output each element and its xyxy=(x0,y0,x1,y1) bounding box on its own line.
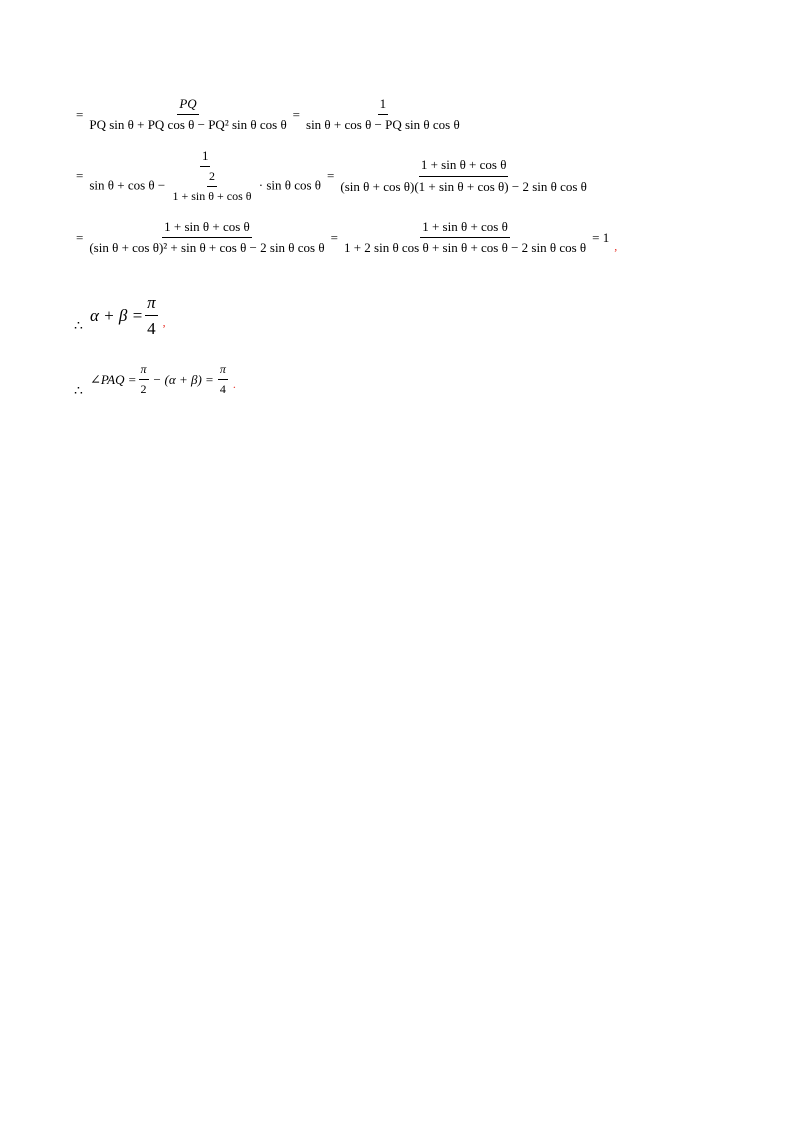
denominator xyxy=(87,167,323,204)
numerator: 1 + sin θ + cos θ xyxy=(162,219,252,238)
numerator: 1 xyxy=(378,96,389,115)
equals-sign: = xyxy=(330,229,338,245)
angle-paq-lhs: ∠PAQ = xyxy=(90,371,137,387)
denominator: (sin θ + cos θ)² + sin θ + cos θ − 2 sin θ cos θ xyxy=(89,240,325,256)
equals-sign: = xyxy=(76,168,84,184)
denominator-right-part: · sin θ cos θ xyxy=(258,177,322,193)
equals-sign: = xyxy=(292,106,301,122)
fraction-pq-over-expression xyxy=(87,96,288,134)
pi-over-two-fraction xyxy=(139,362,149,397)
fraction-squared-form xyxy=(87,219,326,257)
pi-over-four-fraction xyxy=(218,362,228,397)
equals-sign: = xyxy=(327,168,335,184)
denominator: 2 xyxy=(140,382,147,396)
denominator: 4 xyxy=(147,319,156,339)
conclusion-alpha-beta xyxy=(90,292,166,340)
numerator: 1 + sin θ + cos θ xyxy=(420,219,510,238)
denominator: 1 + 2 sin θ cos θ + sin θ + cos θ − 2 sin θ cos θ xyxy=(343,240,587,256)
numerator: π xyxy=(145,292,158,316)
inner-fraction xyxy=(170,169,253,204)
equation-line-1 xyxy=(74,96,464,134)
inner-numerator: 2 xyxy=(207,169,217,187)
denominator: sin θ + cos θ − PQ sin θ cos θ xyxy=(306,117,460,133)
inner-denominator: 1 + sin θ + cos θ xyxy=(172,189,252,204)
equation-line-3 xyxy=(74,219,617,257)
therefore-symbol: ∴ xyxy=(74,319,83,334)
fraction-one-over-expression xyxy=(304,96,462,134)
minus-alpha-beta: − (α + β) = xyxy=(152,371,214,387)
numerator: π xyxy=(139,362,149,380)
equals-sign: = xyxy=(76,229,84,245)
equals-sign: = xyxy=(76,106,84,122)
fraction-compound xyxy=(87,148,323,204)
denominator: PQ sin θ + PQ cos θ − PQ² sin θ cos θ xyxy=(89,117,287,133)
comma-mark: , xyxy=(162,315,166,330)
equation-line-2 xyxy=(74,148,591,204)
fraction-expanded xyxy=(338,157,589,195)
numerator: π xyxy=(218,362,228,380)
therefore-symbol: ∴ xyxy=(74,384,83,399)
result-equals-one: = 1 xyxy=(592,229,610,245)
numerator: 1 xyxy=(200,148,211,167)
numerator: PQ xyxy=(177,96,198,115)
denominator: (sin θ + cos θ)(1 + sin θ + cos θ) − 2 sin θ cos θ xyxy=(340,178,587,194)
denominator: 4 xyxy=(219,382,226,396)
numerator: 1 + sin θ + cos θ xyxy=(419,157,509,176)
denominator-left-part: sin θ + cos θ − xyxy=(89,177,166,193)
comma-mark: , xyxy=(614,239,618,254)
fraction-simplified xyxy=(342,219,588,257)
conclusion-angle-paq xyxy=(90,362,236,397)
period-mark: . xyxy=(232,377,236,391)
alpha-plus-beta-lhs: α + β = xyxy=(90,305,144,325)
pi-over-four-fraction xyxy=(145,292,158,340)
